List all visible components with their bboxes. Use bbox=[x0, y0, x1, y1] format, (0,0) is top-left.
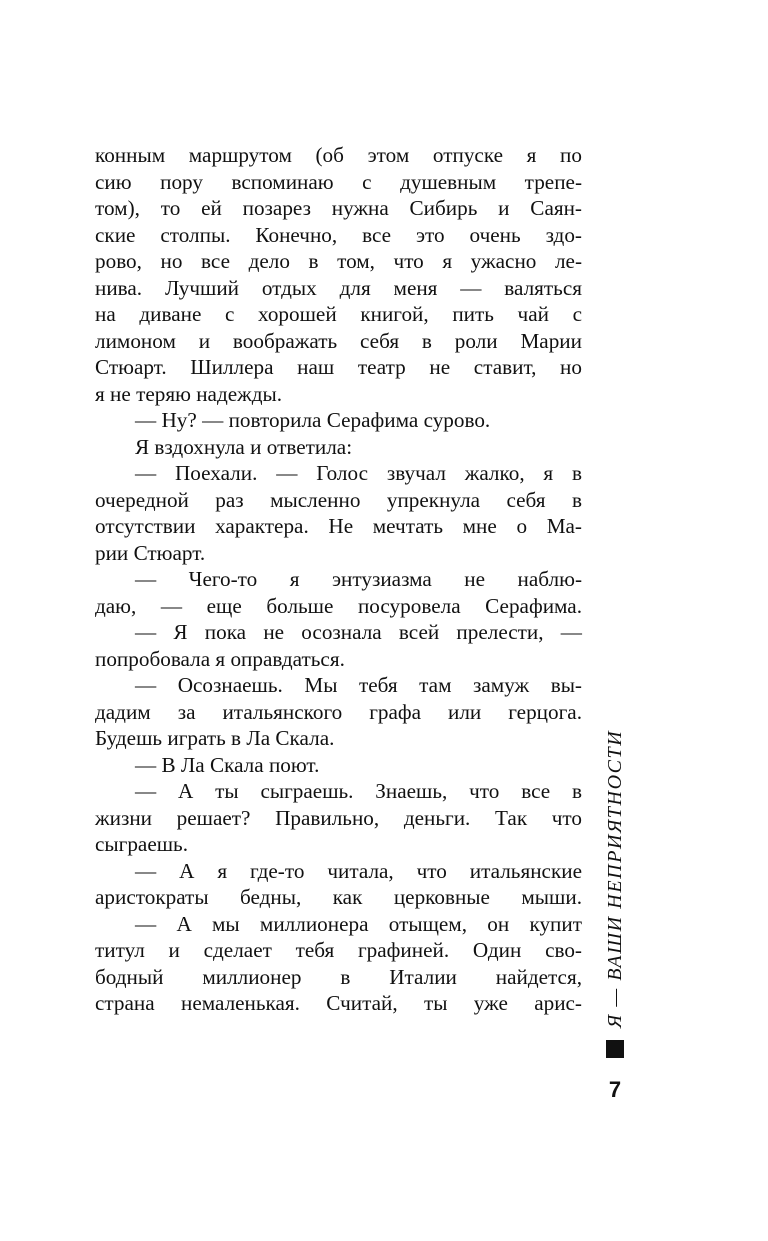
text-line: — Ну? — повторила Серафима сурово. bbox=[135, 408, 491, 432]
text-line: — Чего-то я энтузиазма не наблю- bbox=[135, 567, 582, 591]
text-line: Будешь играть в Ла Скала. bbox=[95, 726, 335, 750]
text-line: очередной раз мысленно упрекнула себя в bbox=[95, 487, 582, 512]
text-line: лимоном и воображать себя в роли Марии bbox=[95, 328, 582, 353]
text-line: на диване с хорошей книгой, пить чай с bbox=[95, 302, 582, 326]
text-line: том), то ей позарез нужна Сибирь и Саян- bbox=[95, 196, 582, 220]
text-line: бодный миллионер в Италии найдется, bbox=[95, 964, 582, 989]
text-line: конным маршрутом (об этом отпуске я по bbox=[95, 143, 582, 167]
text-line: отсутствии характера. Не мечтать мне о Ма- bbox=[95, 514, 582, 538]
text-line: — Поехали. — Голос звучал жалко, я в bbox=[135, 461, 582, 485]
running-head bbox=[590, 710, 640, 1063]
text-line: рово, но все дело в том, что я ужасно ле- bbox=[95, 249, 582, 273]
square-marker-icon bbox=[606, 1040, 624, 1058]
running-head-title: Я — ВАШИ НЕПРИЯТНОСТИ bbox=[604, 729, 626, 1028]
text-line: — А мы миллионера отыщем, он купит bbox=[135, 911, 582, 936]
text-line: — А ты сыграешь. Знаешь, что все в bbox=[135, 779, 582, 803]
text-line: жизни решает? Правильно, деньги. Так что bbox=[95, 805, 582, 830]
text-line: даю, — еще больше посуровела Серафима. bbox=[95, 593, 582, 618]
text-line: — Осознаешь. Мы тебя там замуж вы- bbox=[135, 673, 582, 697]
text-line: страна немаленькая. Считай, ты уже арис- bbox=[95, 991, 582, 1015]
text-line: рии Стюарт. bbox=[95, 540, 206, 565]
text-line: нива. Лучший отдых для меня — валяться bbox=[95, 275, 582, 300]
text-line: Стюарт. Шиллера наш театр не ставит, но bbox=[95, 355, 582, 379]
text-line: аристократы бедны, как церковные мыши. bbox=[95, 885, 582, 909]
text-line: — Я пока не осознала всей прелести, — bbox=[135, 620, 582, 644]
text-line: попробовала я оправдаться. bbox=[95, 646, 345, 671]
text-line: сыграешь. bbox=[95, 832, 189, 856]
text-line: — А я где-то читала, что итальянские bbox=[135, 858, 582, 883]
text-line: я не теряю надежды. bbox=[95, 381, 283, 406]
body-text bbox=[95, 142, 582, 1017]
text-line: Я вздохнула и ответила: bbox=[135, 434, 353, 459]
text-line: — В Ла Скала поют. bbox=[135, 752, 320, 777]
text-line: титул и сделает тебя графиней. Один сво- bbox=[95, 938, 582, 962]
page-number: 7 bbox=[608, 1077, 622, 1102]
text-line: ские столпы. Конечно, все это очень здо- bbox=[95, 222, 582, 247]
text-line: сию пору вспоминаю с душевным трепе- bbox=[95, 169, 582, 194]
text-line: дадим за итальянского графа или герцога. bbox=[95, 699, 582, 724]
